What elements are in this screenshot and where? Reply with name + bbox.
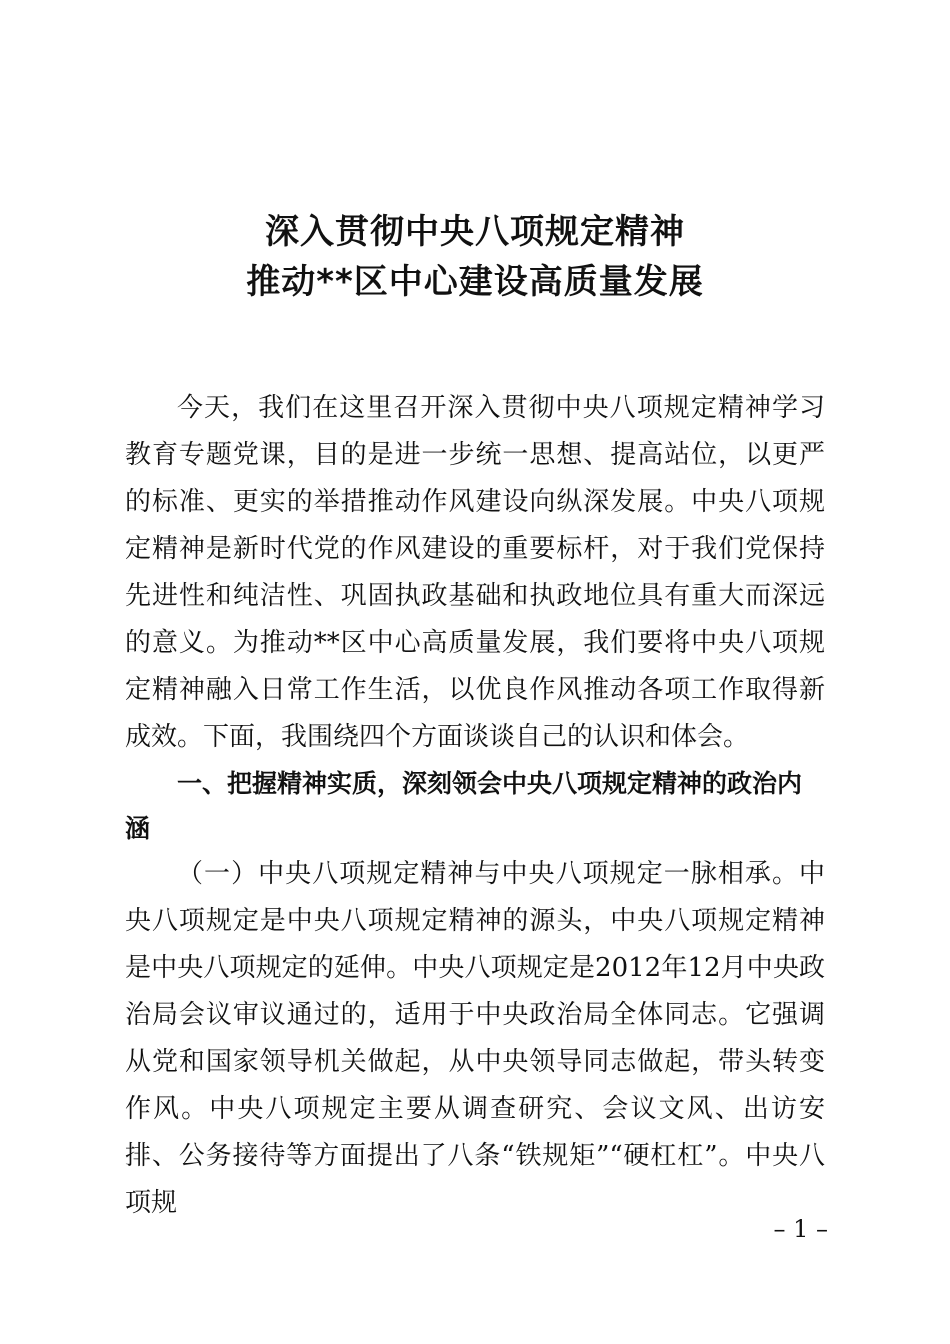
subsection-1-paragraph: （一）中央八项规定精神与中央八项规定一脉相承。中央八项规定是中央八项规定精神的源头，中央八项规定精神是中央八项规定的延伸。中央八项规定是2012年12月中央政治局会议审议通过的，适用于中央政治局全体同志。它强调从党和国家领导机关做起，从中央领导同志做起，带头转变作风。中央八项规定主要从调查研究、会议文风、出访安排、公务接待等方面提出了八条“铁规矩”“硬杠杠”。中央八项规 (125, 859, 825, 1218)
document-body (125, 385, 825, 1227)
page-number: – 1 – (773, 1215, 828, 1243)
document-title-line-2: 推动**区中心建设高质量发展 (246, 262, 704, 302)
section-1-heading: 一、把握精神实质，深刻领会中央八项规定精神的政治内涵 (125, 769, 803, 843)
intro-paragraph: 今天，我们在这里召开深入贯彻中央八项规定精神学习教育专题党课，目的是进一步统一思想、提高站位，以更严的标准、更实的举措推动作风建设向纵深发展。中央八项规定精神是新时代党的作风建设的重要标杆，对于我们党保持先进性和纯洁性、巩固执政基础和执政地位具有重大而深远的意义。为推动**区中心高质量发展，我们要将中央八项规定精神融入日常工作生活，以优良作风推动各项工作取得新成效。下面，我围绕四个方面谈谈自己的认识和体会。 (125, 393, 825, 752)
document-title-line-1: 深入贯彻中央八项规定精神 (265, 212, 685, 252)
